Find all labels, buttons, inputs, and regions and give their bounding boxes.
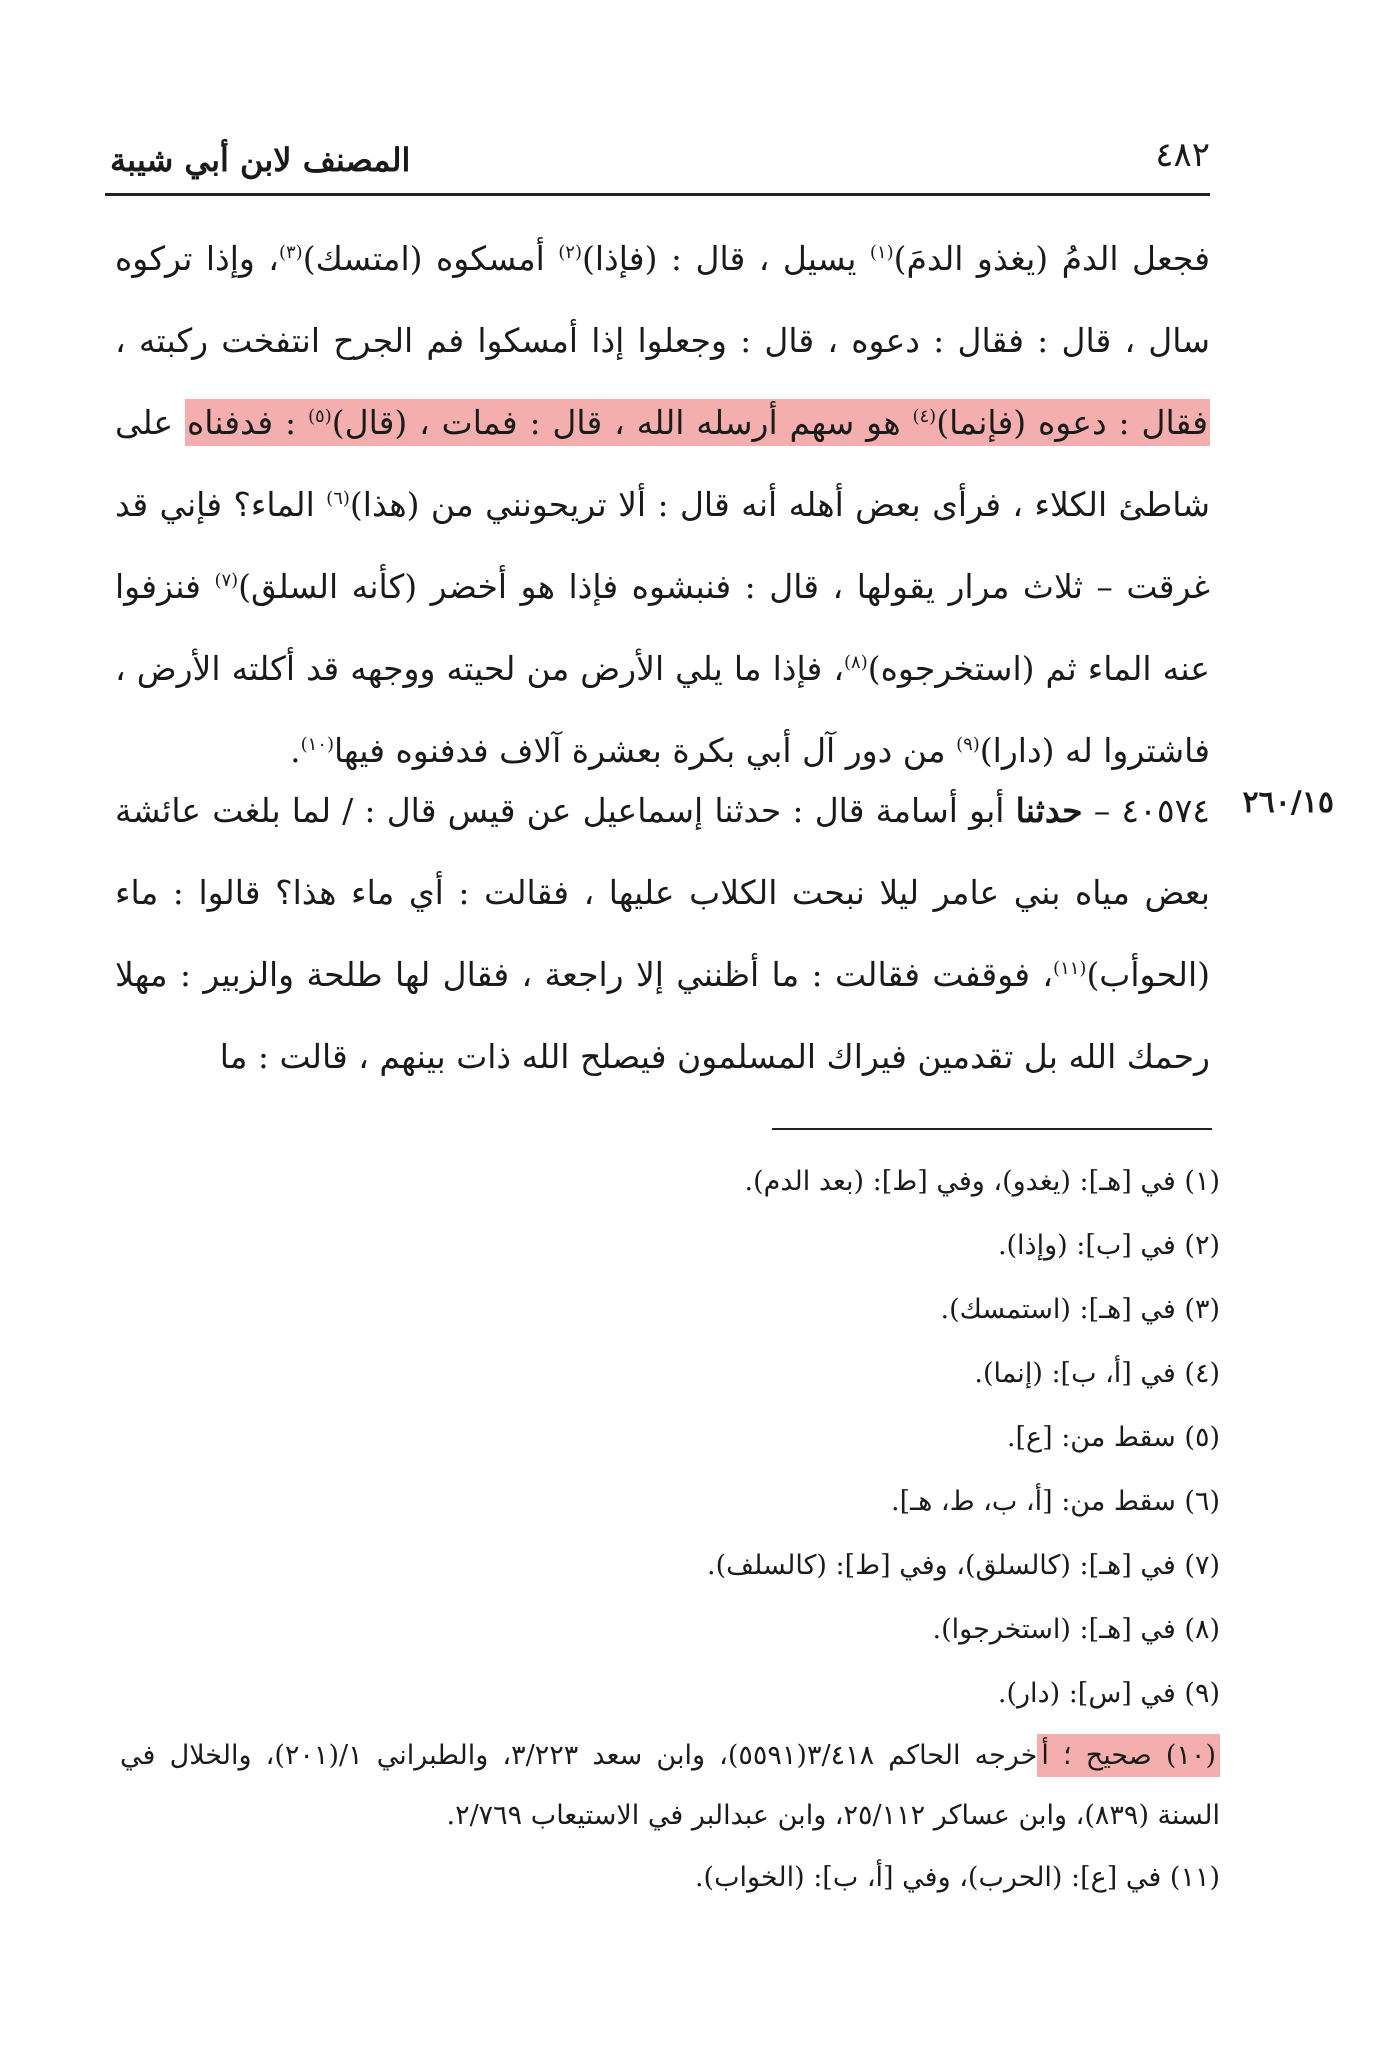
hadith-text xyxy=(115,770,1210,1098)
footnote-marker[interactable]: (٩) xyxy=(956,734,980,755)
footnote-marker[interactable]: (١١) xyxy=(1053,958,1087,979)
footnote-marker[interactable]: (٣) xyxy=(278,242,303,263)
footnote-item: (٧) في [هـ]: (كالسلق)، وفي [ط]: (كالسلف). xyxy=(707,1550,1220,1581)
footnote-item: (٨) في [هـ]: (استخرجوا). xyxy=(932,1614,1220,1645)
main-text-block xyxy=(115,218,1210,792)
text-run: الماء؟ فإني قد غرقت – ثلاث مرار يقولها ، قال : فنبشوه فإذا هو أخضر (كأنه السلق) xyxy=(115,485,1211,606)
text-run: ، فإذا ما يلي الأرض من لحيته ووجهه قد أكلته الأرض ، فاشتروا له (دارا) xyxy=(115,649,1210,770)
footnote-item: (٢) في [ب]: (وإذا). xyxy=(997,1230,1220,1261)
text-run: فقال : دعوه (فإنما) xyxy=(936,403,1208,442)
footnote-marker[interactable]: (٨) xyxy=(843,652,868,673)
footnote-item xyxy=(120,1726,1220,1846)
text-run: أمسكوه (امتسك) xyxy=(302,239,559,278)
footnote-marker[interactable]: (١) xyxy=(869,242,894,263)
text-run: ، وإذا تركوه سال ، قال : فقال : دعوه ، قال : وجعلوا إذا أمسكوا فم الجرح انتفخت ركبته ، xyxy=(115,239,1210,360)
hadith-number: ٤٠٥٧٤ – xyxy=(1082,791,1211,830)
text-run: ، فوقفت فقالت : ما أظنني إلا راجعة ، فقال لها طلحة والزبير : مهلا رحمك الله بل تقدمين فيراك المسلمون فيصلح الله ذات بينهم ، قالت : ما xyxy=(115,955,1210,1076)
hadith-paragraph xyxy=(115,770,1210,1098)
text-run: فجعل الدمُ (يغذو الدمَ) xyxy=(893,239,1210,278)
text-run: أبو أسامة قال : حدثنا إسماعيل عن قيس قال : / لما بلغت عائشة بعض مياه بني عامر ليلا نبحت الكلاب عليها ، فقالت : أي ماء هذا؟ قالوا : ماء (الحوأب) xyxy=(115,791,1210,994)
footnote-text: خرجه الحاكم ٣/٤١٨(٥٥٩١)، وابن سعد ٣/٢٢٣، والطبراني ١/(٢٠١)، والخلال في السنة (٨٣٩)، وابن عساكر ٢٥/١١٢، وابن عبدالبر في الاستيعاب ٢/٧٦٩. xyxy=(120,1740,1220,1831)
highlighted-footnote-start: (١٠) صحيح ؛ أ xyxy=(1037,1734,1220,1777)
text-run: : فدفناه xyxy=(186,403,308,442)
footnote-item: (٥) سقط من: [ع]. xyxy=(1006,1422,1220,1453)
footnote-item: (٩) في [س]: (دار). xyxy=(997,1678,1220,1709)
text-run: هو سهم أرسله الله ، قال : فمات ، (قال) xyxy=(331,403,913,442)
footnote-item: (٣) في [هـ]: (استمسك). xyxy=(940,1294,1220,1325)
page-number: ٤٨٢ xyxy=(1155,135,1210,175)
footnote-marker[interactable]: (٥) xyxy=(307,406,332,427)
footnote-marker[interactable]: (١٠) xyxy=(300,734,334,755)
book-title: المصنف لابن أبي شيبة xyxy=(110,141,411,179)
footnote-item: (٤) في [أ، ب]: (إنما). xyxy=(974,1358,1220,1389)
footnote-marker[interactable]: (٦) xyxy=(326,488,350,509)
footnote-item: (١١) في [ع]: (الحرب)، وفي [أ، ب]: (الخواب). xyxy=(694,1862,1220,1893)
footnote-item: (٦) سقط من: [أ، ب، ط، هـ]. xyxy=(891,1486,1220,1517)
text-run: يسيل ، قال : (فإذا) xyxy=(582,239,870,278)
highlighted-passage xyxy=(185,399,1210,446)
footnote-marker[interactable]: (٤) xyxy=(912,406,937,427)
text-run: من دور آل أبي بكرة بعشرة آلاف فدفنوه فيها xyxy=(333,731,957,770)
header-rule xyxy=(105,193,1210,196)
text-run: على شاطئ الكلاء ، فرأى بعض أهله أنه قال : ألا تريحونني من (هذا) xyxy=(115,403,1210,524)
footnotes-section xyxy=(120,1150,1220,1910)
hadith-opening-word: حدثنا xyxy=(1015,791,1083,830)
text-run: . xyxy=(290,731,301,770)
margin-reference: ٢٦٠/١٥ xyxy=(1242,785,1334,820)
text-run: فنزفوا عنه الماء ثم (استخرجوه) xyxy=(115,567,1210,688)
running-head xyxy=(100,135,1210,185)
footnote-rule xyxy=(772,1128,1212,1130)
footnote-item: (١) في [هـ]: (يغدو)، وفي [ط]: (بعد الدم). xyxy=(744,1166,1220,1197)
footnote-marker[interactable]: (٢) xyxy=(558,242,582,263)
footnote-marker[interactable]: (٧) xyxy=(214,570,239,591)
main-paragraph xyxy=(115,218,1210,792)
